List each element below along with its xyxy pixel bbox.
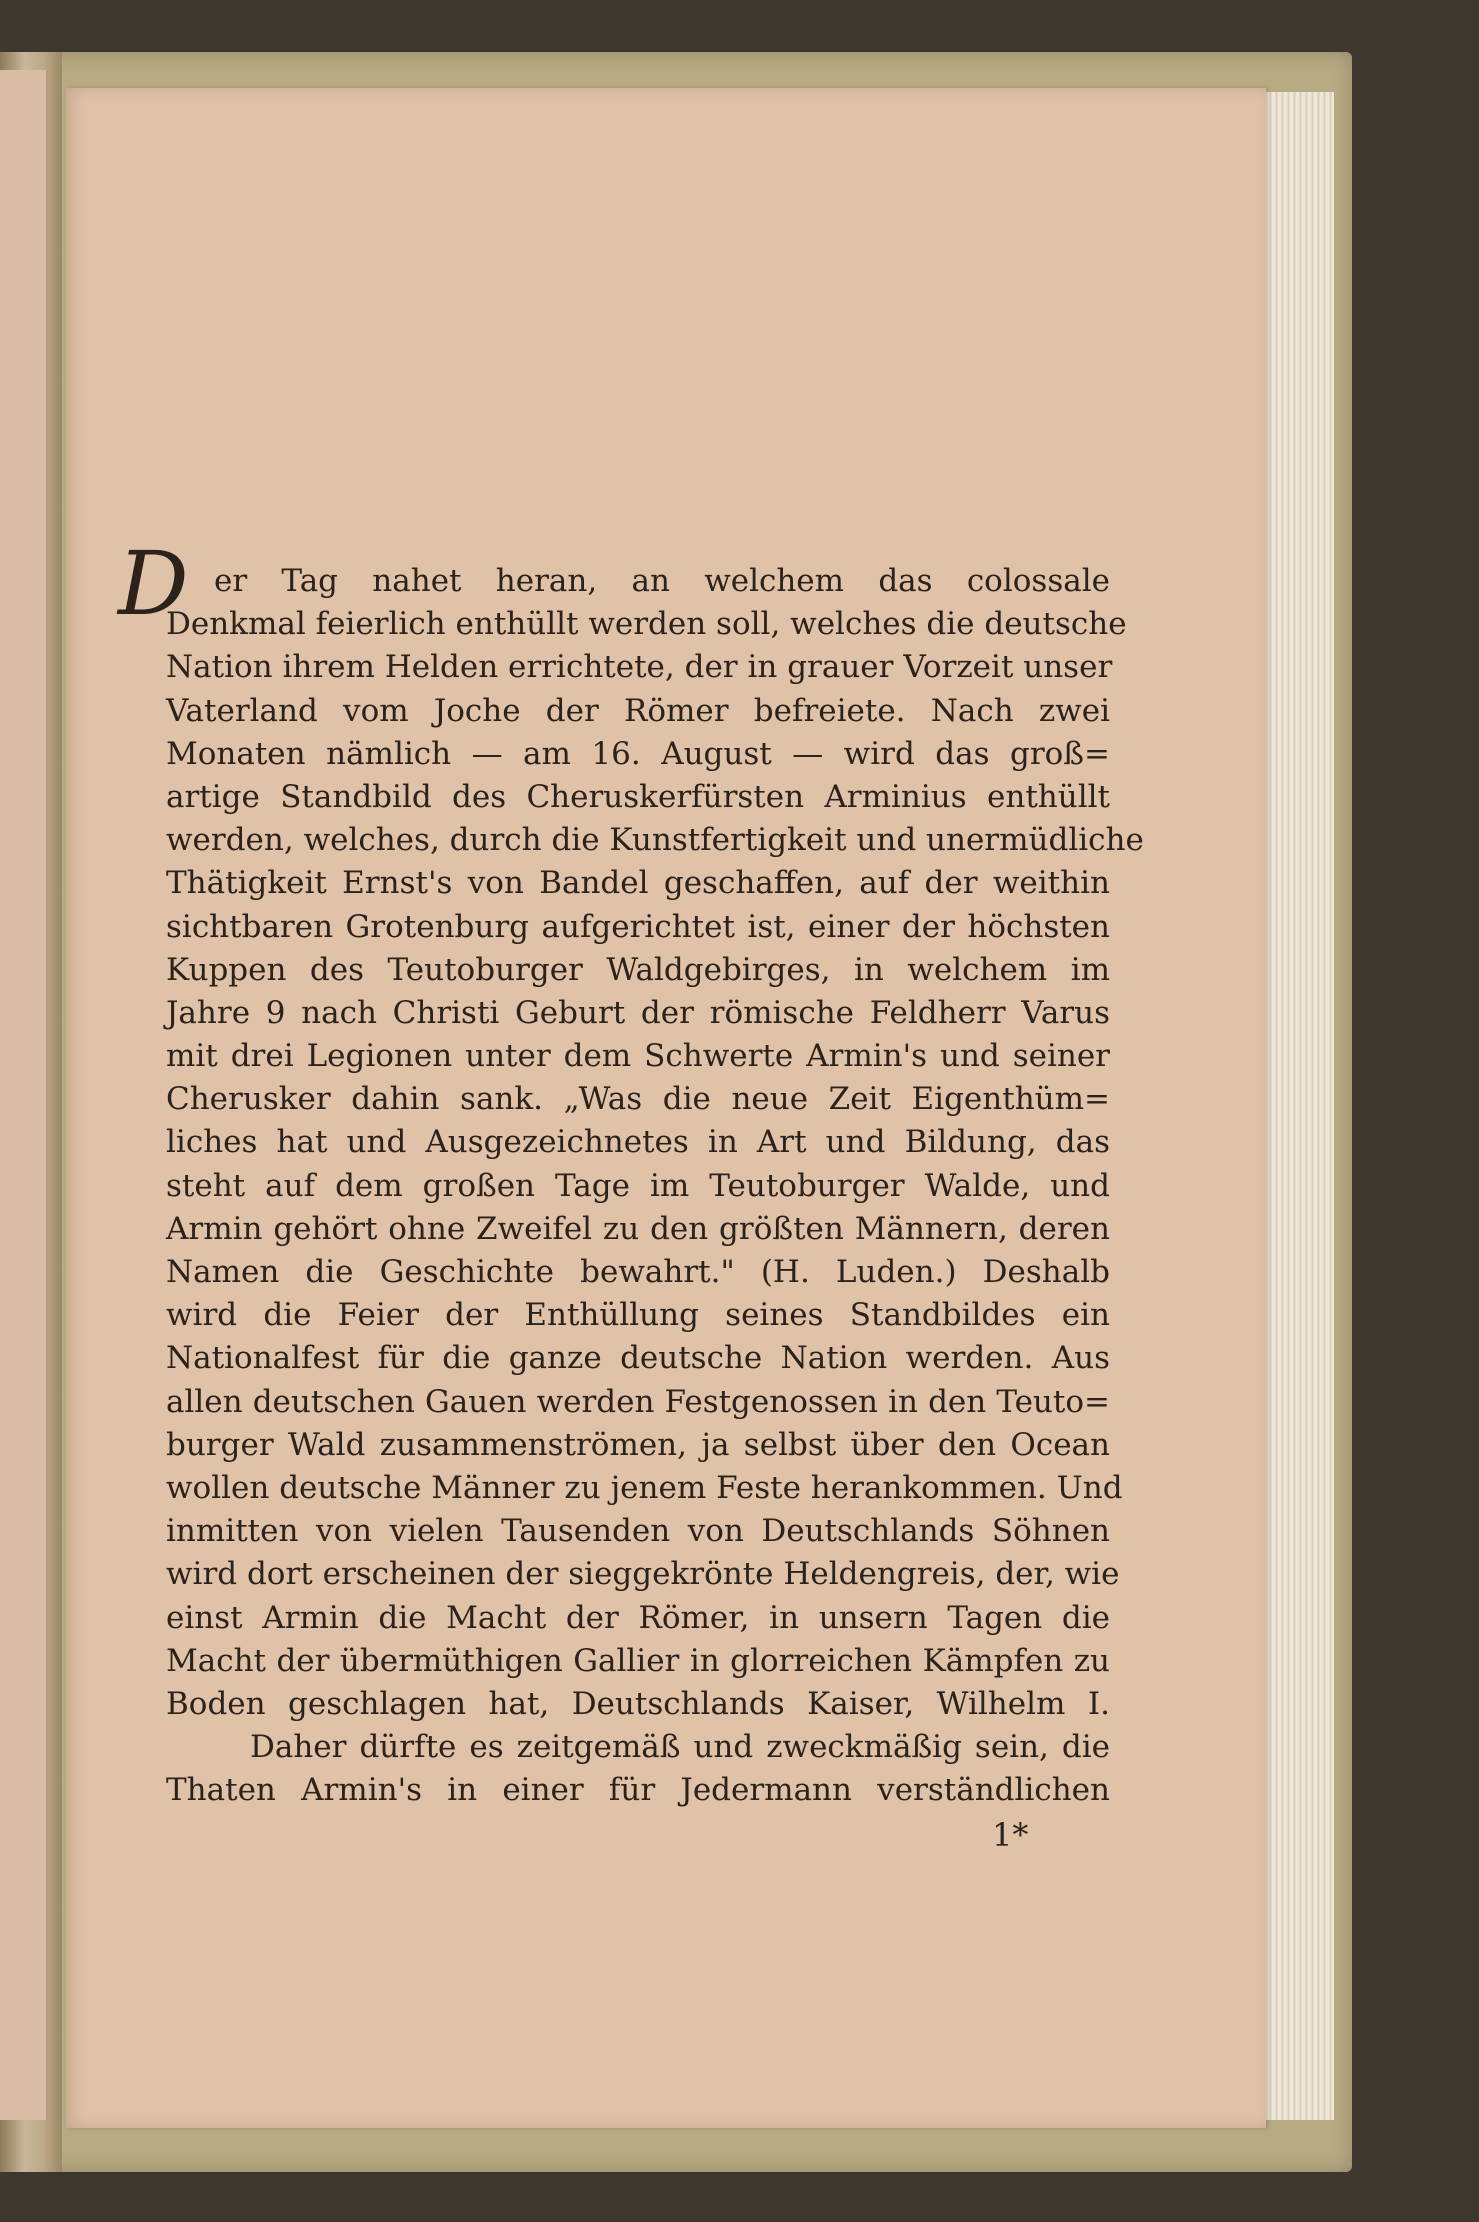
text-line: Vaterland vom Joche der Römer befreiete. Nach zwei — [166, 692, 1110, 729]
text-line: inmitten von vielen Tausenden von Deutschlands Söhnen — [166, 1513, 1110, 1550]
text-line: Thaten Armin's in einer für Jedermann verständlichen — [166, 1772, 1110, 1809]
page-edges — [1258, 92, 1334, 2120]
text-line: Boden geschlagen hat, Deutschlands Kaiser, Wilhelm I. — [166, 1685, 1110, 1722]
text-line: wird die Feier der Enthüllung seines Standbildes ein — [166, 1297, 1110, 1334]
text-line: burger Wald zusammenströmen, ja selbst über den Ocean — [166, 1426, 1110, 1463]
text-line: Monaten nämlich — am 16. August — wird das groß= — [166, 735, 1110, 772]
text-line: Denkmal feierlich enthüllt werden soll, welches die deutsche — [166, 606, 1127, 643]
text-line: artige Standbild des Cheruskerfürsten Arminius enthüllt — [166, 778, 1110, 815]
text-line: er Tag nahet heran, an welchem das colossale — [214, 563, 1110, 599]
text-line: wollen deutsche Männer zu jenem Feste herankommen. Und — [166, 1469, 1123, 1506]
text-line: Kuppen des Teutoburger Waldgebirges, in welchem im — [166, 951, 1110, 988]
text-line: Thätigkeit Ernst's von Bandel geschaffen, auf der weithin — [166, 865, 1110, 902]
text-line: steht auf dem großen Tage im Teutoburger Walde, und — [166, 1167, 1110, 1204]
text-line: Macht der übermüthigen Gallier in glorreichen Kämpfen zu — [166, 1642, 1110, 1679]
body-text — [166, 560, 1144, 1812]
text-line: Jahre 9 nach Christi Geburt der römische Feldherr Varus — [166, 994, 1110, 1031]
text-line: einst Armin die Macht der Römer, in unsern Tagen die — [166, 1599, 1110, 1636]
text-line: allen deutschen Gauen werden Festgenossen in den Teuto= — [166, 1383, 1110, 1420]
text-line: mit drei Legionen unter dem Schwerte Armin's und seiner — [166, 1038, 1110, 1075]
text-line: Nation ihrem Helden errichtete, der in grauer Vorzeit unser — [166, 649, 1113, 686]
text-line: wird dort erscheinen der sieggekrönte Heldengreis, der, wie — [166, 1556, 1120, 1593]
text-line: Daher dürfte es zeitgemäß und zweckmäßig sein, die — [250, 1729, 1110, 1766]
text-line: sichtbaren Grotenburg aufgerichtet ist, einer der höchsten — [166, 908, 1110, 945]
left-page-edge — [0, 70, 48, 2120]
text-line: Nationalfest für die ganze deutsche Nation werden. Aus — [166, 1340, 1110, 1377]
text-line: Armin gehört ohne Zweifel zu den größten Männern, deren — [166, 1210, 1110, 1247]
drop-cap: D — [118, 532, 189, 635]
text-line: werden, welches, durch die Kunstfertigkeit und unermüdliche — [166, 822, 1144, 859]
signature-mark: 1* — [992, 1816, 1029, 1854]
text-line: Cherusker dahin sank. „Was die neue Zeit Eigenthüm= — [166, 1081, 1110, 1118]
text-line: Namen die Geschichte bewahrt." (H. Luden.) Deshalb — [166, 1254, 1110, 1290]
text-line: liches hat und Ausgezeichnetes in Art und Bildung, das — [166, 1124, 1110, 1161]
